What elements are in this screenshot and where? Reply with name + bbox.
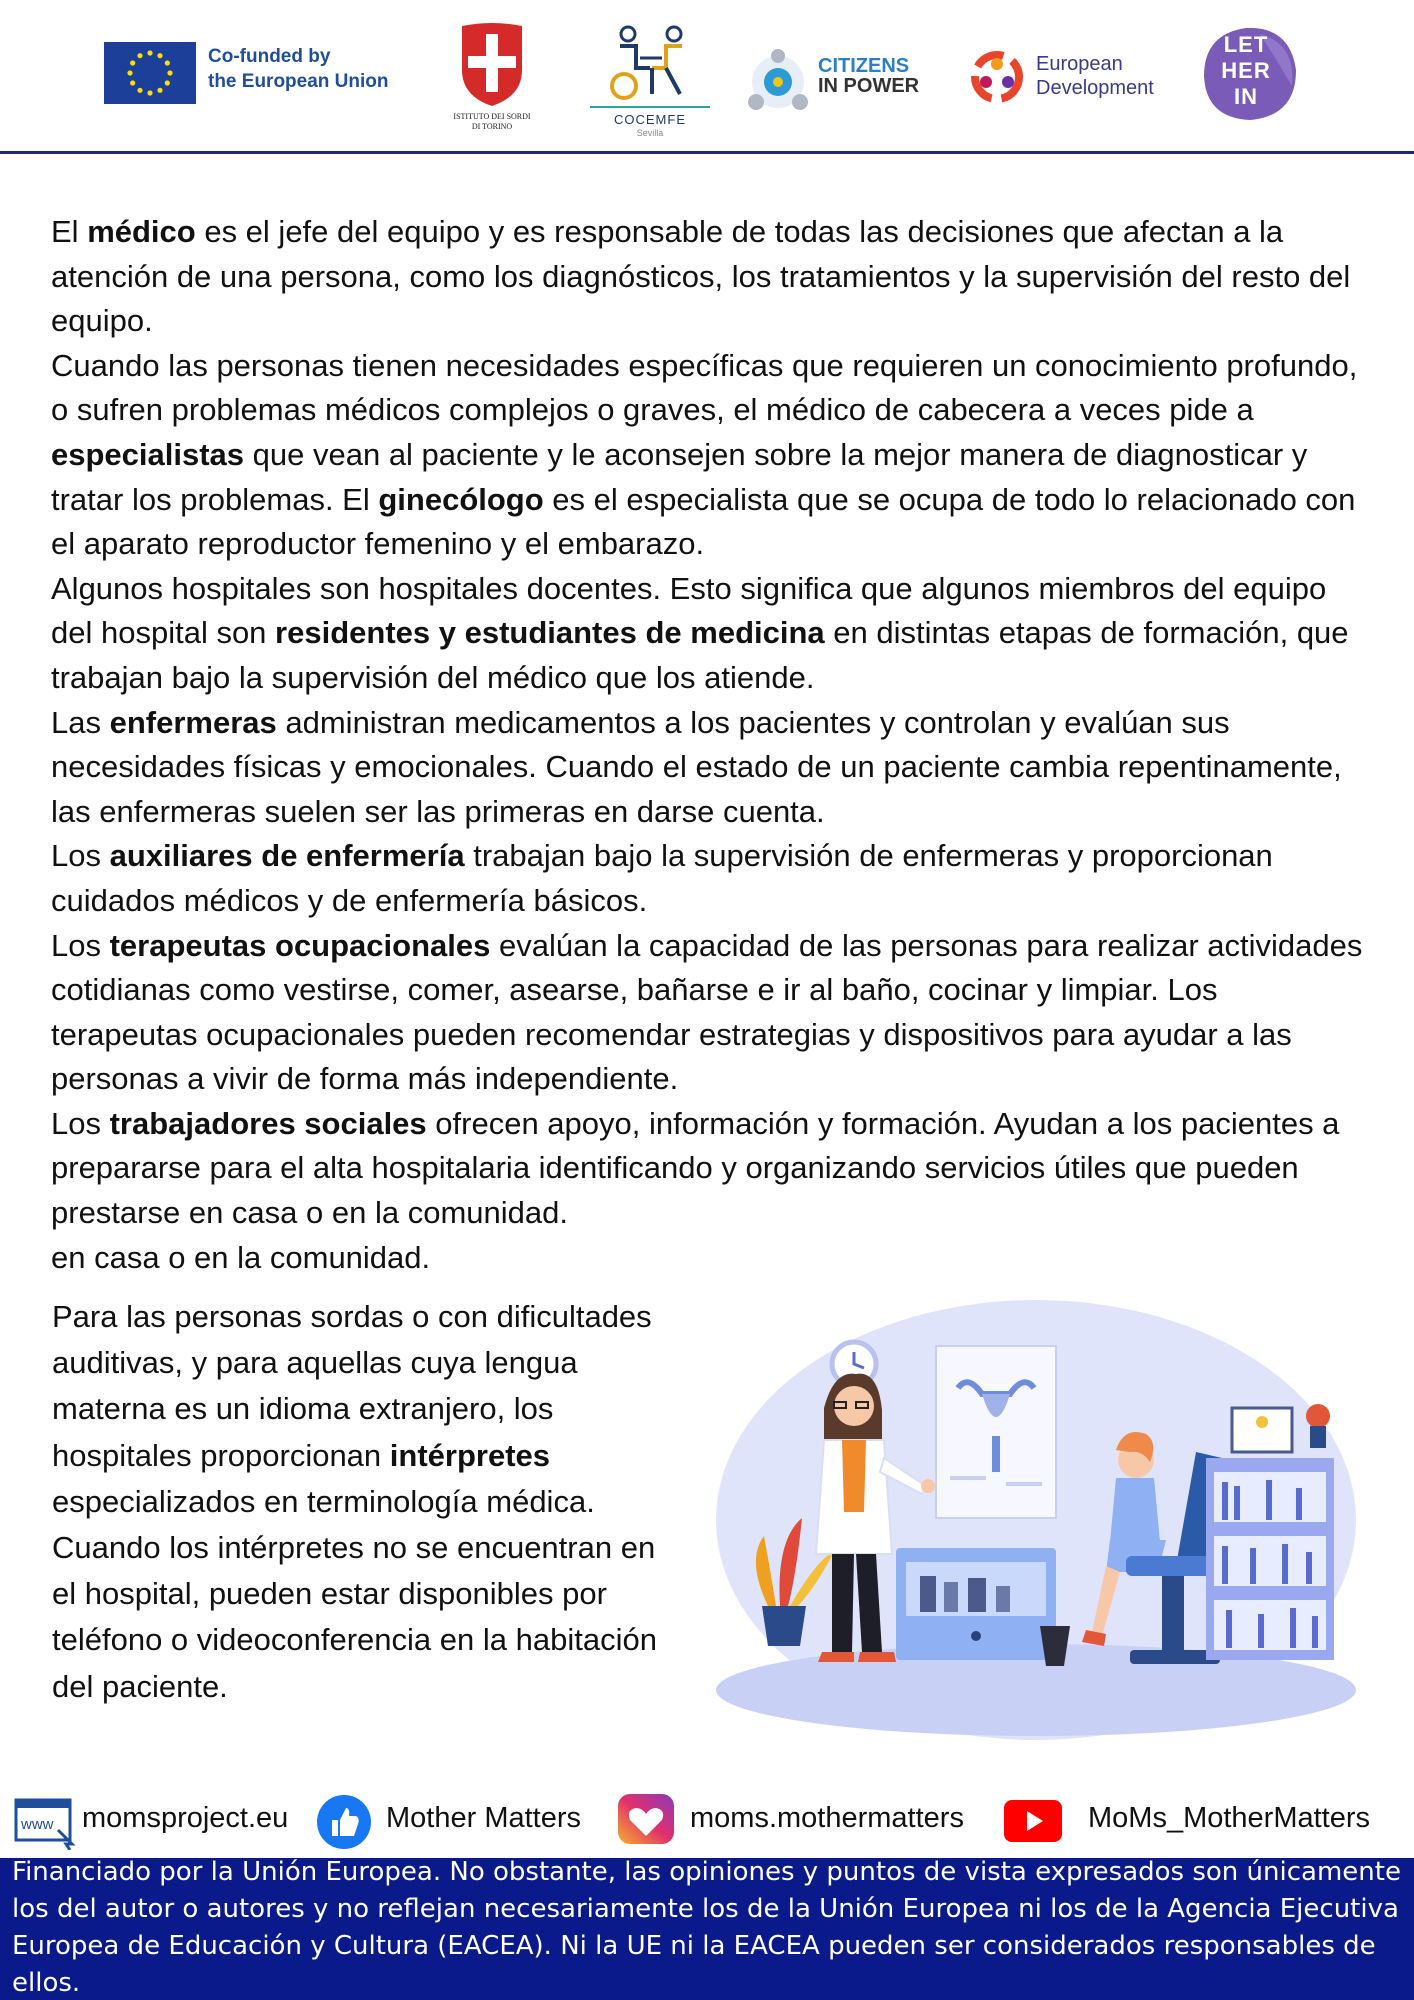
medicine-cabinet [896,1548,1056,1660]
term-ginecologo: ginecólogo [378,481,544,517]
uterus-anatomy-poster [936,1346,1056,1518]
text-run: El [51,214,88,249]
sordi-caption [444,112,540,132]
paragraph-especialistas [51,344,1371,567]
eu-star [127,70,132,75]
framed-diploma [1232,1408,1292,1452]
term-residentes: residentes y estudiantes de medicina [275,615,825,651]
paragraph-medico [51,210,1371,344]
youtube-label: MoMs_MotherMatters [1088,1802,1371,1834]
eurodev-icon [964,44,1030,110]
text-run: administran medicamentos a los pacientes y controlan y evalúan sus necesidades físicas y emocionales. Cuando el estado de un paciente cambia repentinamente, las enfermeras suelen ser las primeras en darse cuenta. [51,704,1342,829]
letherin-line2: HER [1221,58,1271,83]
eu-star [157,53,162,58]
term-trabajadores-sociales: trabajadores sociales [109,1105,427,1141]
text-run: Las [51,704,110,740]
website-label: momsproject.eu [82,1802,289,1834]
main-text [51,210,1371,1280]
text-run: trabajan bajo la supervisión de enfermeras y proporcionan cuidados médicos y de enfermería básicos. [51,838,1273,918]
eurodev-line2: Development [1036,77,1154,99]
text-run: en distintas etapas de formación, que trabajan bajo la supervisión del médico que los atiende. [51,615,1349,695]
eu-star [137,53,142,58]
text-run: evalúan la capacidad de las personas para realizar actividades cotidianas como vestirse, comer, asearse, bañarse e ir al baño, cocinar y limpiar. Los terapeutas ocupacionales pueden recomendar estrategias y dispositivos para ayudar a las personas a vivir de forma más independiente. [51,927,1363,1097]
facebook-link[interactable] [316,1790,616,1850]
let-her-in-logo [1200,26,1304,122]
interpreters-paragraph [52,1294,682,1710]
eu-cofunded-label [208,44,438,94]
text-run: Para las personas sordas o con dificultades auditivas, y para aquellas cuya lengua materna es un idioma extranjero, los hospitales proporcionan [52,1299,652,1473]
letherin-text [1200,32,1292,110]
text-run: que vean al paciente y le aconsejen sobre la mejor manera de diagnosticar y tratar los problemas. El [51,436,1308,517]
text-run: Cuando las personas tienen necesidades específicas que requieren un conocimiento profundo, o sufren problemas médicos complejos o graves, el médico de cabecera a veces pide a [51,347,1358,428]
eu-label-line1: Co-funded by [208,46,331,67]
eu-star [165,80,170,85]
european-development-logo [964,44,1186,114]
sordi-caption-line2: DI TORINO [471,122,513,131]
sordi-caption-line1: ISTITUTO DEI SORDI [453,112,531,121]
term-enfermeras: enfermeras [109,704,277,740]
term-interpretes: intérpretes [389,1437,551,1473]
citizens-line2: IN POWER [818,75,920,97]
facebook-label: Mother Matters [386,1802,581,1834]
citizens-in-power-logo [742,46,922,118]
web-icon-label: www [21,1816,54,1833]
social-links-bar [0,1790,1414,1850]
text-run: Algunos hospitales son hospitales docentes. Esto significa que algunos miembros del equipo del hospital son [51,570,1327,651]
sordi-shield-icon [444,20,540,110]
eu-star [167,70,172,75]
eu-star [137,88,142,93]
term-auxiliares: auxiliares de enfermería [109,838,465,874]
text-run: es el jefe del equipo y es responsable de todas las decisiones que afectan a la atención de una persona, como los diagnósticos, los tratamientos y la supervisión del resto del equipo. [51,214,1351,339]
disclaimer-text: Financiado por la Unión Europea. No obstante, las opiniones y puntos de vista expresados son únicamente los del autor o autores y no reflejan necesariamente los de la Unión Europea ni los de la Agencia Ejecutiva Europea de Educación y Cultura (EACEA). Ni la UE ni la EACEA pueden ser considerados responsables de ellos. [12,1858,1401,1998]
youtube-icon [1004,1800,1062,1842]
citizens-icon [742,46,814,118]
term-medico: médico [87,214,196,249]
paragraph-interpretes [52,1294,682,1710]
cocemfe-icon [590,24,710,104]
gynecologist-consultation-illustration [706,1290,1366,1750]
header-logo-bar [0,0,1414,154]
bookshelf [1206,1458,1334,1660]
eu-label-line2: the European Union [208,71,389,92]
text-run: Los [51,927,110,963]
eu-flag-icon [104,42,196,104]
paragraph-duplicate-line: en casa o en la comunidad. [51,1239,431,1275]
cocemfe-sub-label: Sevilla [636,128,664,138]
letherin-line1: LET [1223,32,1269,57]
eu-star [130,80,135,85]
text-run: Los [51,838,110,874]
eu-star [147,90,152,95]
eu-star [130,60,135,65]
letherin-line3: IN [1234,84,1258,109]
text-run: es el especialista que se ocupa de todo lo relacionado con el aparato reproductor femenino y el embarazo. [51,481,1356,562]
text-run: especializados en terminología médica. Cuando los intérpretes no se encuentran en el hospital, pueden estar disponibles por teléfono o videoconferencia en la habitación del paciente. [52,1483,657,1704]
eu-star [157,88,162,93]
eu-disclaimer-footer [0,1858,1414,2000]
eu-star [165,60,170,65]
youtube-link[interactable] [1004,1790,1414,1850]
citizens-line1: CITIZENS [818,55,910,77]
paragraph-enfermeras [51,701,1371,835]
instagram-link[interactable] [616,1790,1006,1850]
term-especialistas: especialistas [51,436,245,472]
eurodev-line1: European [1036,53,1123,75]
text-run: ofrecen apoyo, información y formación. Ayudan a los pacientes a prepararse para el alta hospitalaria identificando y organizando servicios útiles que pueden prestarse en casa o en la comunidad. [51,1105,1340,1231]
paragraph-auxiliares [51,834,1371,923]
website-link[interactable] [14,1790,314,1850]
facebook-like-icon [316,1794,372,1850]
citizens-text [818,56,919,96]
term-terapeutas: terapeutas ocupacionales [109,927,491,963]
instagram-label: moms.mothermatters [690,1802,964,1834]
eurodev-text [1036,52,1154,100]
cocemfe-logo [590,24,710,140]
paragraph-trabajadores-sociales [51,1102,1371,1236]
paragraph-terapeutas [51,924,1371,1102]
sordi-logo [444,20,540,136]
eu-star [147,50,152,55]
paragraph-residentes [51,567,1371,701]
cocemfe-label: COCEMFE [590,106,710,127]
text-run: Los [51,1105,110,1141]
instagram-heart-icon [616,1794,676,1850]
